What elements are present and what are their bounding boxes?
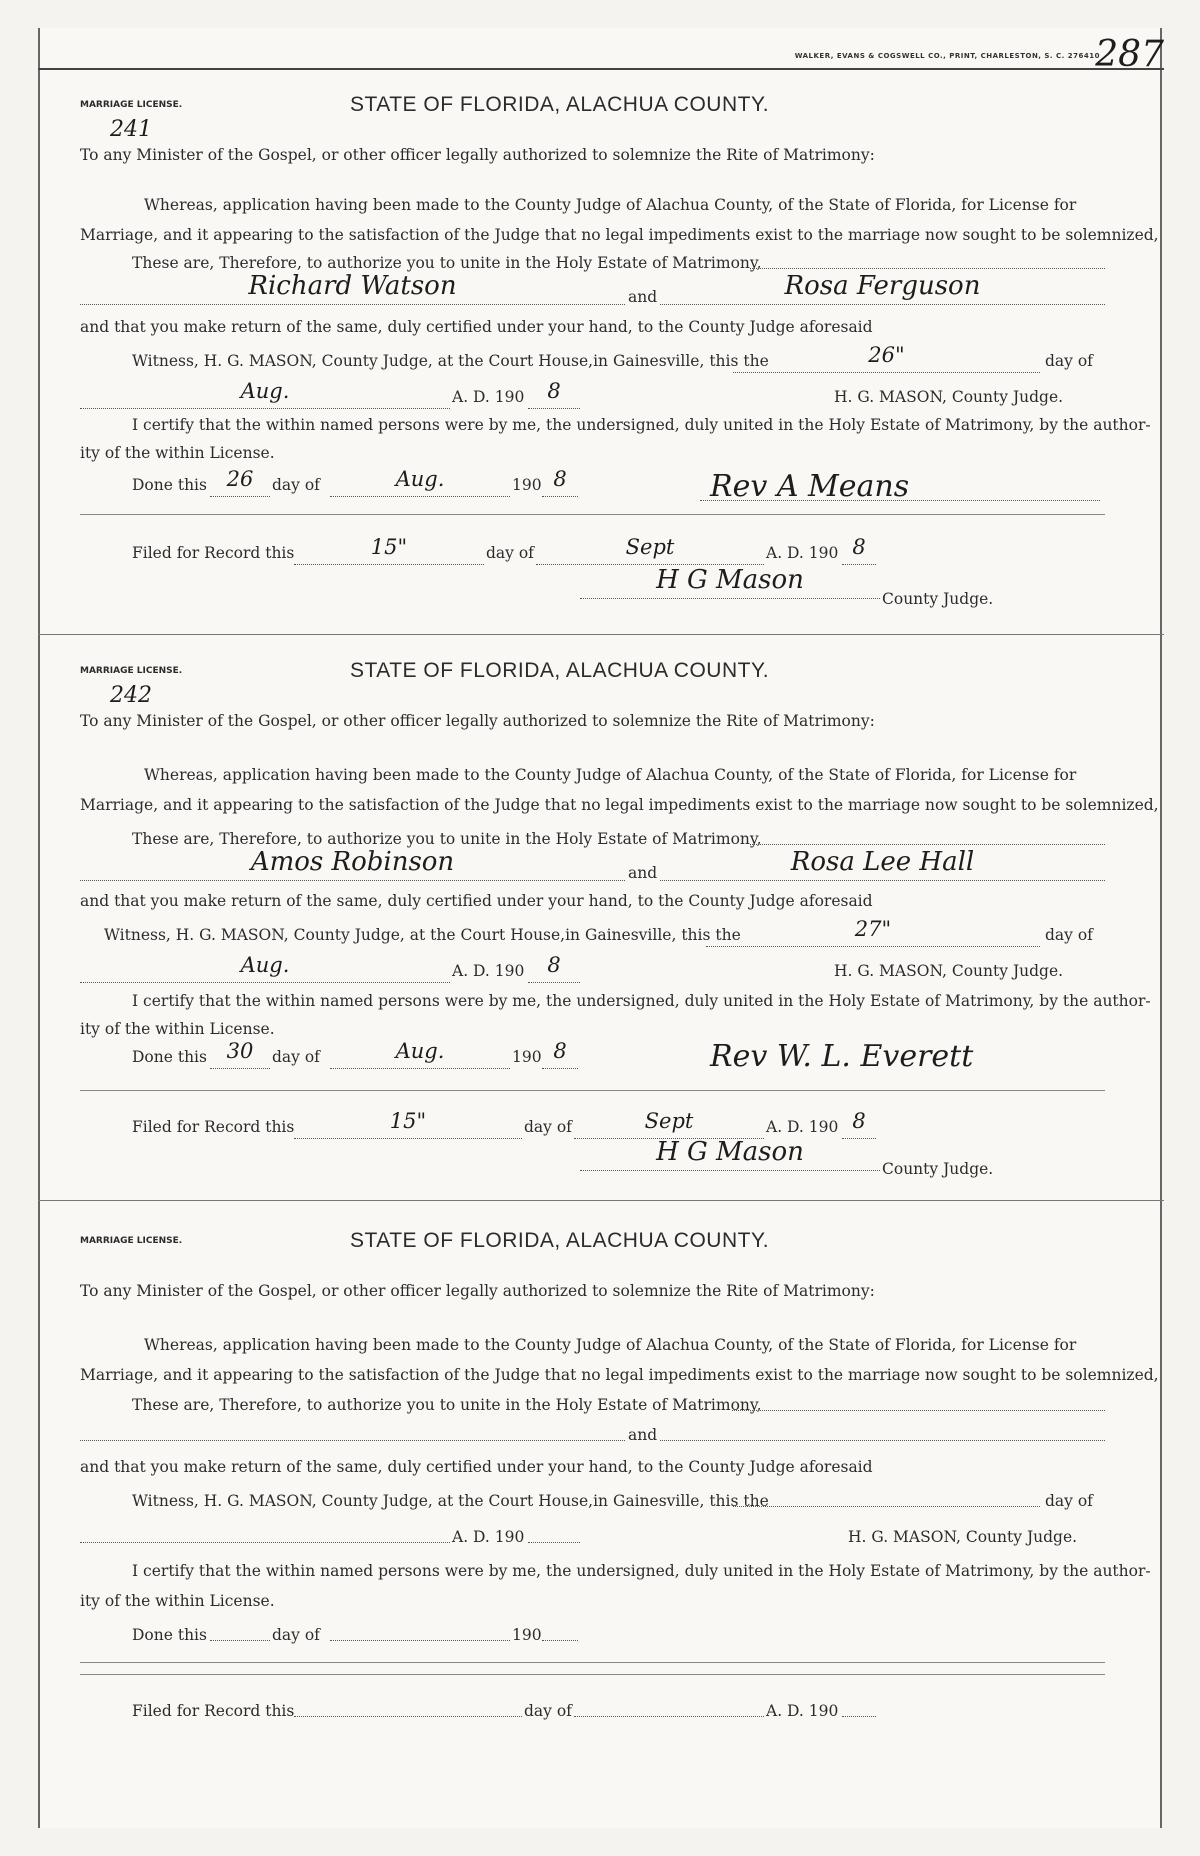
issue-day-field bbox=[733, 1486, 1040, 1507]
and-text: and bbox=[628, 1426, 658, 1444]
judge-signature: H. G. MASON, County Judge. bbox=[834, 962, 1064, 980]
done-this-text: Done this bbox=[132, 1626, 207, 1644]
certify-text-2: ity of the within License. bbox=[80, 1592, 275, 1610]
done-day-of-text: day of bbox=[272, 1626, 320, 1644]
these-are-text: These are, Therefore, to authorize you to unite in the Holy Estate of Matrimony, bbox=[132, 1396, 762, 1414]
done-month: Aug. bbox=[395, 1039, 445, 1063]
done-month-field bbox=[330, 1620, 510, 1641]
printer-imprint: WALKER, EVANS & COGSWELL CO., PRINT, CHARLESTON, S. C. 276410 bbox=[794, 52, 1100, 60]
done-month: Aug. bbox=[395, 467, 445, 491]
page-number: 287 bbox=[1095, 34, 1164, 75]
bride-name-field bbox=[660, 271, 1105, 305]
issue-month-field bbox=[80, 953, 450, 983]
these-are-line bbox=[750, 248, 1105, 269]
filed-day-of-text: day of bbox=[486, 544, 534, 562]
whereas-text-1: Whereas, application having been made to the County Judge of Alachua County, of the State of Florida, for License for bbox=[144, 196, 1077, 214]
license-entry-241 bbox=[80, 93, 1159, 620]
groom-name-field bbox=[80, 271, 625, 305]
issue-year-field bbox=[528, 1522, 580, 1543]
issue-year-field bbox=[528, 379, 580, 409]
officiant-signature: Rev A Means bbox=[710, 469, 910, 504]
done-day-of-text: day of bbox=[272, 476, 320, 494]
done-month-field bbox=[330, 467, 510, 497]
certify-text-1: I certify that the within named persons were by me, the undersigned, duly united in the Holy Estate of Matrimony, by the author- bbox=[132, 992, 1151, 1010]
done-year-field bbox=[542, 1620, 578, 1641]
done-day: 30 bbox=[226, 1039, 254, 1063]
groom-name-field bbox=[80, 1420, 625, 1441]
groom-name: Amos Robinson bbox=[250, 847, 455, 877]
marriage-license-label: MARRIAGE LICENSE. bbox=[80, 1236, 183, 1246]
license-number: 241 bbox=[110, 117, 152, 142]
entry-divider-1 bbox=[38, 634, 1164, 635]
these-are-text: These are, Therefore, to authorize you to unite in the Holy Estate of Matrimony, bbox=[132, 830, 762, 848]
filed-day-field bbox=[294, 1109, 522, 1139]
filed-month: Sept bbox=[644, 1109, 694, 1133]
filed-year-digit: 8 bbox=[852, 535, 866, 559]
these-are-line bbox=[750, 824, 1105, 845]
witness-text: Witness, H. G. MASON, County Judge, at the Court House,in Gainesville, this the bbox=[132, 1492, 769, 1510]
officiant-line bbox=[700, 480, 1100, 501]
done-day: 26 bbox=[226, 467, 254, 491]
filed-year-field bbox=[842, 535, 876, 565]
filed-month-field bbox=[574, 1109, 764, 1139]
to-minister-text: To any Minister of the Gospel, or other officer legally authorized to solemnize the Rite of Matrimony: bbox=[80, 146, 875, 164]
license-entry-blank bbox=[80, 1229, 1159, 1756]
ad-text: A. D. 190 bbox=[452, 388, 525, 406]
issue-month: Aug. bbox=[240, 379, 290, 403]
whereas-text-1: Whereas, application having been made to the County Judge of Alachua County, of the State of Florida, for License for bbox=[144, 766, 1077, 784]
whereas-text-2: Marriage, and it appearing to the satisfaction of the Judge that no legal impediments exist to the marriage now sought to be solemnized, bbox=[80, 226, 1159, 244]
whereas-text-2: Marriage, and it appearing to the satisfaction of the Judge that no legal impediments exist to the marriage now sought to be solemnized, bbox=[80, 796, 1159, 814]
witness-text: Witness, H. G. MASON, County Judge, at the Court House,in Gainesville, this the bbox=[132, 352, 769, 370]
to-minister-text: To any Minister of the Gospel, or other officer legally authorized to solemnize the Rite of Matrimony: bbox=[80, 712, 875, 730]
done-year-field bbox=[542, 467, 578, 497]
filed-day: 15" bbox=[389, 1109, 427, 1133]
bride-name-field bbox=[660, 1420, 1105, 1441]
day-of-text: day of bbox=[1045, 926, 1093, 944]
bride-name: Rosa Lee Hall bbox=[790, 847, 975, 877]
license-number: 242 bbox=[110, 683, 152, 708]
filed-year-field bbox=[842, 1109, 876, 1139]
these-are-text: These are, Therefore, to authorize you to unite in the Holy Estate of Matrimony, bbox=[132, 254, 762, 272]
county-judge-text: County Judge. bbox=[882, 590, 994, 608]
whereas-text-1: Whereas, application having been made to the County Judge of Alachua County, of the State of Florida, for License for bbox=[144, 1336, 1077, 1354]
filed-month: Sept bbox=[625, 535, 675, 559]
entry-divider-2 bbox=[38, 1200, 1164, 1201]
clerk-signature: H G Mason bbox=[656, 1137, 804, 1167]
officiant-signature: Rev W. L. Everett bbox=[710, 1039, 974, 1074]
groom-name: Richard Watson bbox=[248, 271, 457, 301]
done-year-text: 190 bbox=[512, 1626, 542, 1644]
filed-ad-text: A. D. 190 bbox=[766, 1702, 839, 1720]
filed-for-record-text: Filed for Record this bbox=[132, 544, 295, 562]
done-year-text: 190 bbox=[512, 1048, 542, 1066]
issue-day: 27" bbox=[854, 917, 892, 941]
return-text: and that you make return of the same, duly certified under your hand, to the County Judge aforesaid bbox=[80, 318, 873, 336]
witness-text: Witness, H. G. MASON, County Judge, at the Court House,in Gainesville, this the bbox=[104, 926, 741, 944]
bride-name-field bbox=[660, 847, 1105, 881]
state-heading: STATE OF FLORIDA, ALACHUA COUNTY. bbox=[350, 93, 770, 116]
filing-rule bbox=[80, 514, 1105, 515]
state-heading: STATE OF FLORIDA, ALACHUA COUNTY. bbox=[350, 659, 770, 682]
issue-year-field bbox=[528, 953, 580, 983]
issue-month: Aug. bbox=[240, 953, 290, 977]
done-year-text: 190 bbox=[512, 476, 542, 494]
certify-text-1: I certify that the within named persons were by me, the undersigned, duly united in the Holy Estate of Matrimony, by the author- bbox=[132, 1562, 1151, 1580]
and-text: and bbox=[628, 288, 658, 306]
done-month-field bbox=[330, 1039, 510, 1069]
day-of-text: day of bbox=[1045, 352, 1093, 370]
judge-signature: H. G. MASON, County Judge. bbox=[834, 388, 1064, 406]
filed-day-of-text: day of bbox=[524, 1702, 572, 1720]
filed-year-digit: 8 bbox=[852, 1109, 866, 1133]
done-year-digit: 8 bbox=[553, 467, 567, 491]
filed-day-field bbox=[294, 535, 484, 565]
issue-month-field bbox=[80, 1522, 450, 1543]
filing-rule bbox=[80, 1674, 1105, 1675]
ad-text: A. D. 190 bbox=[452, 1528, 525, 1546]
issue-day: 26" bbox=[868, 343, 905, 367]
done-this-text: Done this bbox=[132, 1048, 207, 1066]
certify-text-2: ity of the within License. bbox=[80, 444, 275, 462]
top-rule bbox=[38, 68, 1164, 70]
filed-day: 15" bbox=[370, 535, 408, 559]
officiant-rule bbox=[80, 1662, 1105, 1663]
clerk-signature: H G Mason bbox=[656, 565, 804, 595]
filed-ad-text: A. D. 190 bbox=[766, 1118, 839, 1136]
and-text: and bbox=[628, 864, 658, 882]
filed-year-field bbox=[842, 1696, 876, 1717]
county-judge-text: County Judge. bbox=[882, 1160, 994, 1178]
bride-name: Rosa Ferguson bbox=[784, 271, 981, 301]
issue-day-field bbox=[706, 917, 1040, 947]
filed-day-of-text: day of bbox=[524, 1118, 572, 1136]
done-day-field bbox=[210, 1039, 270, 1069]
ad-text: A. D. 190 bbox=[452, 962, 525, 980]
return-text: and that you make return of the same, duly certified under your hand, to the County Judge aforesaid bbox=[80, 892, 873, 910]
filing-rule bbox=[80, 1090, 1105, 1091]
day-of-text: day of bbox=[1045, 1492, 1093, 1510]
certify-text-2: ity of the within License. bbox=[80, 1020, 275, 1038]
issue-year-digit: 8 bbox=[547, 953, 561, 977]
certify-text-1: I certify that the within named persons were by me, the undersigned, duly united in the Holy Estate of Matrimony, by the author- bbox=[132, 416, 1151, 434]
marriage-license-label: MARRIAGE LICENSE. bbox=[80, 100, 183, 110]
done-year-field bbox=[542, 1039, 578, 1069]
done-day-field bbox=[210, 467, 270, 497]
clerk-signature-field bbox=[580, 565, 880, 599]
done-day-field bbox=[210, 1620, 270, 1641]
filed-for-record-text: Filed for Record this bbox=[132, 1702, 295, 1720]
issue-year-digit: 8 bbox=[547, 379, 561, 403]
license-entry-242 bbox=[80, 659, 1159, 1186]
filed-month-field bbox=[574, 1696, 764, 1717]
state-heading: STATE OF FLORIDA, ALACHUA COUNTY. bbox=[350, 1229, 770, 1252]
done-this-text: Done this bbox=[132, 476, 207, 494]
filed-day-field bbox=[294, 1696, 522, 1717]
to-minister-text: To any Minister of the Gospel, or other officer legally authorized to solemnize the Rite of Matrimony: bbox=[80, 1282, 875, 1300]
filed-ad-text: A. D. 190 bbox=[766, 544, 839, 562]
clerk-signature-field bbox=[580, 1137, 880, 1171]
groom-name-field bbox=[80, 847, 625, 881]
issue-month-field bbox=[80, 379, 450, 409]
filed-month-field bbox=[536, 535, 764, 565]
marriage-license-label: MARRIAGE LICENSE. bbox=[80, 666, 183, 676]
done-day-of-text: day of bbox=[272, 1048, 320, 1066]
done-year-digit: 8 bbox=[553, 1039, 567, 1063]
judge-signature: H. G. MASON, County Judge. bbox=[848, 1528, 1078, 1546]
these-are-line bbox=[732, 1390, 1105, 1411]
return-text: and that you make return of the same, duly certified under your hand, to the County Judge aforesaid bbox=[80, 1458, 873, 1476]
whereas-text-2: Marriage, and it appearing to the satisfaction of the Judge that no legal impediments exist to the marriage now sought to be solemnized, bbox=[80, 1366, 1159, 1384]
issue-day-field bbox=[733, 343, 1040, 373]
filed-for-record-text: Filed for Record this bbox=[132, 1118, 295, 1136]
